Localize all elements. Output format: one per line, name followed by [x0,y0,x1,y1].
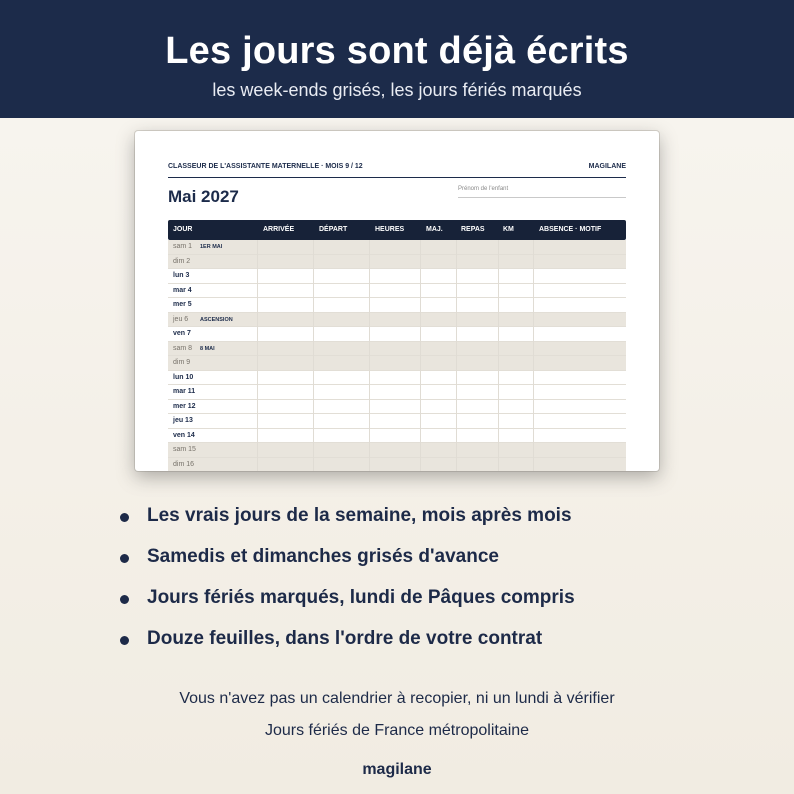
table-row [168,284,626,299]
table-row [168,414,626,429]
month-title: Mai 2027 [168,187,239,206]
table-row [168,298,626,313]
table-row [168,443,626,458]
feature-item [120,546,760,587]
row-holiday-note: ASCENSION [200,316,233,323]
calendar-sheet-preview [135,131,659,471]
column-divider [498,240,499,471]
row-day: dim 2 [173,257,191,265]
table-row [168,458,626,472]
column-header: JOUR [173,226,193,233]
footnote-calendar: Vous n'avez pas un calendrier à recopier, ni un lundi à vérifier [179,690,615,707]
column-header: DÉPART [319,226,348,233]
banner-subtitle: les week-ends grisés, les jours fériés marqués [212,80,582,100]
table-row [168,240,626,255]
table-row [168,356,626,371]
column-header: KM [503,226,514,233]
column-divider [456,240,457,471]
row-day: ven 14 [173,431,195,439]
row-day: sam 1 [173,243,193,250]
table-row [168,400,626,415]
banner-title: Les jours sont déjà écrits [165,30,629,72]
row-day: mer 5 [173,301,192,308]
feature-text: Douze feuilles, dans l'ordre de votre contrat [147,628,543,649]
row-day: jeu 6 [173,315,189,323]
table-row [168,342,626,357]
column-header: MAJ. [426,226,443,233]
column-header: REPAS [461,226,485,233]
feature-text: Samedis et dimanches grisés d'avance [147,546,499,567]
row-day: mer 12 [173,402,196,410]
feature-text: Les vrais jours de la semaine, mois après mois [147,505,572,526]
feature-text: Jours fériés marqués, lundi de Pâques compris [147,587,575,608]
sheet-header-left: CLASSEUR DE L'ASSISTANTE MATERNELLE · MOIS 9 / 12 [168,163,363,170]
row-day: mar 4 [173,286,192,294]
table-row [168,327,626,342]
row-holiday-note: 8 MAI [200,345,215,352]
table-header [168,220,626,240]
column-divider [313,240,314,471]
feature-item [120,505,760,546]
row-holiday-note: 1ER MAI [200,244,223,250]
feature-item [120,587,760,628]
column-divider [533,240,534,471]
table-row [168,269,626,284]
table-row [168,255,626,270]
header-banner [0,0,794,118]
column-header: ABSENCE · MOTIF [539,226,602,233]
row-day: sam 15 [173,446,196,453]
row-day: ven 7 [173,330,191,337]
table-row [168,313,626,328]
row-day: dim 9 [173,359,191,366]
column-divider [369,240,370,471]
bullet-dot-icon [120,513,129,522]
attendance-table [168,220,626,471]
row-day: lun 3 [173,272,190,279]
column-divider [420,240,421,471]
table-row [168,429,626,444]
column-divider [257,240,258,471]
footnote-holidays: Jours fériés de France métropolitaine [264,722,530,739]
feature-list [120,505,760,669]
sheet-header [168,162,626,178]
bullet-dot-icon [120,595,129,604]
bullet-dot-icon [120,636,129,645]
row-day: lun 10 [173,373,194,381]
column-header: ARRIVÉE [263,226,295,233]
table-row [168,385,626,400]
feature-item [120,628,760,669]
bullet-dot-icon [120,554,129,563]
row-day: mar 11 [173,388,196,395]
row-day: jeu 13 [173,417,193,424]
table-row [168,371,626,386]
column-header: HEURES [375,226,405,233]
row-day: sam 8 [173,344,193,352]
sheet-header-right: MAGILANE [588,163,626,170]
brand-name: magilane [362,761,432,778]
child-name-field: Prénom de l'enfant [458,186,626,198]
row-day: dim 16 [173,460,195,468]
table-body [168,240,626,471]
